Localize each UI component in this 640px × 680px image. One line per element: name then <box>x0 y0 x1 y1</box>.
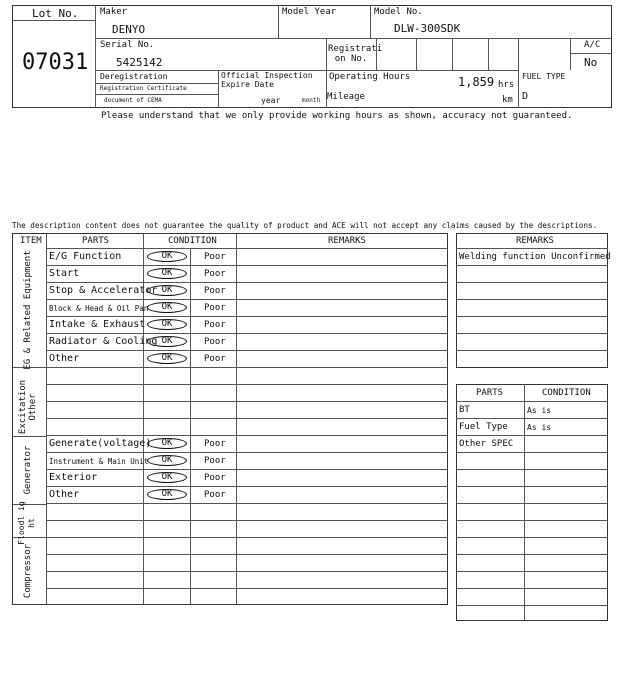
ok-circled-mark: OK <box>147 319 187 330</box>
group-floodlight-label: Floodl ight <box>17 501 36 545</box>
cema-document-label: document of CEMA <box>104 97 162 104</box>
ok-circled-mark: OK <box>147 353 187 364</box>
ok-circled-mark: OK <box>147 268 187 279</box>
spec-col-condition: CONDITION <box>542 388 591 398</box>
part-label: Instrument & Main Unit <box>49 457 149 466</box>
registration-label: Registrati on No. <box>328 44 383 64</box>
ok-circled-mark: OK <box>147 438 187 449</box>
spec-cond-bt: As is <box>527 406 552 415</box>
maker-label: Maker <box>100 7 128 17</box>
serial-value: 5425142 <box>116 56 163 69</box>
model-no-value: DLW-300SDK <box>394 22 461 35</box>
poor-option: Poor <box>204 269 226 279</box>
disclaimer: The description content does not guarantee the quality of product and ACE will not accept any claims caused by the descriptions. <box>12 221 598 230</box>
poor-option: Poor <box>204 490 226 500</box>
poor-option: Poor <box>204 286 226 296</box>
col-item: ITEM <box>20 236 42 246</box>
spec-col-parts: PARTS <box>476 388 504 398</box>
operating-hours-value: 1,859 <box>458 75 495 89</box>
year-label: year <box>261 96 281 105</box>
spec-part-bt: BT <box>459 405 470 415</box>
ok-circled-mark: OK <box>147 489 187 500</box>
poor-option: Poor <box>204 337 226 347</box>
inspection-label: Official Inspection Expire Date <box>221 71 313 89</box>
poor-option: Poor <box>204 320 226 330</box>
poor-option: Poor <box>204 252 226 262</box>
ok-circled-mark: OK <box>147 302 187 313</box>
col-remarks: REMARKS <box>328 236 366 246</box>
right-remarks-header: REMARKS <box>516 236 554 246</box>
col-condition: CONDITION <box>168 236 217 246</box>
lot-number: 07031 <box>22 50 89 75</box>
month-label: month <box>302 97 321 104</box>
group-eg-label: EG & Related Equipment <box>23 250 33 370</box>
poor-option: Poor <box>204 456 226 466</box>
fuel-type-value: D <box>522 91 529 102</box>
deregistration-label: Deregistration <box>100 72 168 81</box>
poor-option: Poor <box>204 473 226 483</box>
serial-label: Serial No. <box>100 40 155 50</box>
right-remarks-line1: Welding function Unconfirmed <box>459 252 611 262</box>
spec-part-fuel: Fuel Type <box>459 422 508 432</box>
part-label: Radiator & Cooling <box>49 336 158 347</box>
ac-value: No <box>584 56 598 69</box>
ok-circled-mark: OK <box>147 251 187 262</box>
col-parts: PARTS <box>82 236 110 246</box>
km-label: km <box>502 95 513 105</box>
model-year-label: Model Year <box>282 7 337 17</box>
part-label: Start <box>49 268 80 279</box>
operating-hours-label: Operating Hours <box>329 72 411 82</box>
part-label: Other <box>49 489 80 500</box>
maker-value: DENYO <box>112 23 146 36</box>
ok-circled-mark: OK <box>147 455 187 466</box>
registration-certificate-label: Registration Certificate <box>100 85 187 92</box>
ac-label: A/C <box>584 40 601 50</box>
part-label: Stop & Accelerator <box>49 285 158 296</box>
poor-option: Poor <box>204 439 226 449</box>
part-label: Block & Head & Oil Pan <box>49 304 149 313</box>
spec-part-other: Other SPEC <box>459 439 514 449</box>
mileage-label: Mileage <box>327 92 365 102</box>
part-label: E/G Function <box>49 251 122 262</box>
model-no-label: Model No. <box>374 7 423 17</box>
spec-cond-fuel: As is <box>527 423 552 432</box>
ok-circled-mark: OK <box>147 285 187 296</box>
hrs-label: hrs <box>498 80 515 90</box>
accuracy-note: Please understand that we only provide working hours as shown, accuracy not guaranteed. <box>101 111 573 121</box>
poor-option: Poor <box>204 354 226 364</box>
poor-option: Poor <box>204 303 226 313</box>
group-generator-label: Generator <box>23 445 33 495</box>
part-label: Other <box>49 353 80 364</box>
ok-circled-mark: OK <box>147 336 187 347</box>
fuel-type-label: FUEL TYPE <box>522 72 566 81</box>
ok-circled-mark: OK <box>147 472 187 483</box>
part-label: Exterior <box>49 472 98 483</box>
part-label: Intake & Exhaust <box>49 319 146 330</box>
group-excitation-label: Excitation Other <box>18 379 38 435</box>
group-compressor-label: Compressor <box>23 543 33 599</box>
lot-label: Lot No. <box>32 7 79 20</box>
part-label: Generate(voltage) <box>49 438 152 449</box>
